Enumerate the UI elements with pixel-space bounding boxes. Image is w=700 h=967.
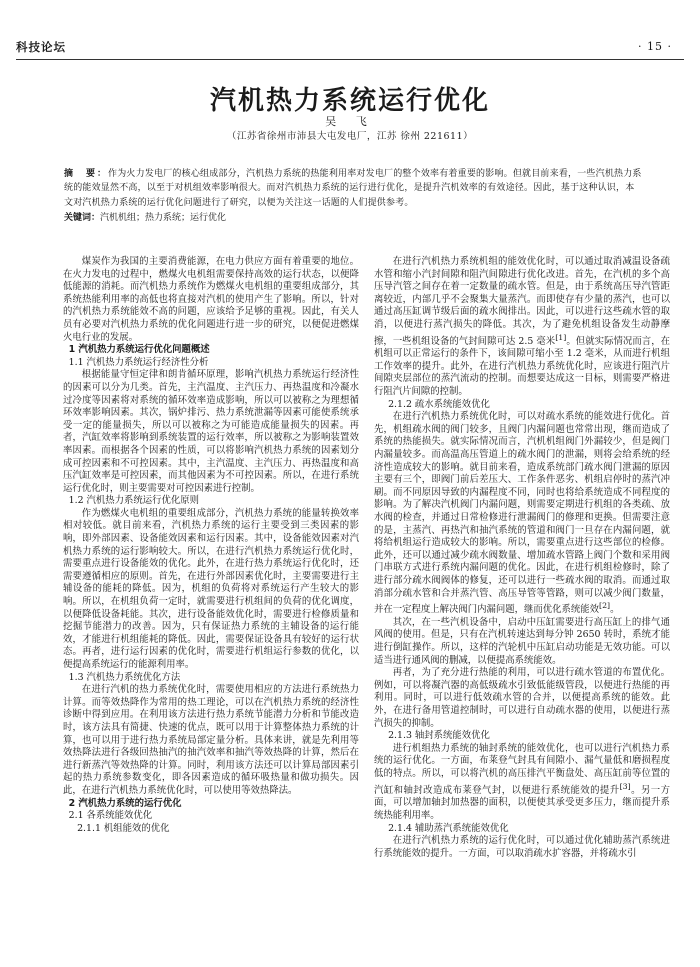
keywords-text: 汽机机组；热力系统；运行优化 bbox=[100, 213, 227, 223]
body-column-left bbox=[63, 256, 359, 835]
paragraph: 进行机组热力系统的轴封系统的能效优化，也可以进行汽机热力系统的运行优化。一方面，布莱登气封具有间隙小、漏气量低和磨损程度低的特点。所以，可以将汽机的高压排汽平衡盘处、高压缸前等位置的汽缸和轴封改造成布莱登气封，以便进行系统能效的提升[3]。另一方面，可以增加轴封加热器的面积，以便使其承受更多压力，继而提升系统热能利用率。 bbox=[374, 742, 670, 821]
section-heading: 1.1 汽机热力系统运行经济性分析 bbox=[68, 356, 209, 368]
article-title: 汽机热力系统运行优化 bbox=[209, 86, 490, 116]
author: 吴 飞 bbox=[325, 115, 375, 128]
section-heading: 1.3 汽机热力系统优化方法 bbox=[68, 671, 181, 683]
keywords bbox=[64, 211, 642, 225]
paragraph: 在进行汽机热力系统优化时，可以对疏水系统的能效进行优化。首先，机组疏水阀的阀门较多，且阀门内漏问题也常常出现，继而造成了系统的热能损失。就实际情况而言，汽机机组阀门外漏较少，但是阀门内漏量较多。而高温高压管道上的疏水阀门的泄漏，则将会给系统的经济性造成较大的影响。就目前来看，造成系统部门疏水阀门泄漏的原因主要有三个，即阀门前后差压大、工作条件恶劣、机组启停时的蒸汽冲刷。而不同原因导致的内漏程度不同，同时也将给系统造成不同程度的影响。为了解决汽机阀门内漏问题，则需要定期进行机组的各类疏、放水阀的检查，并通过日常检修进行泄漏阀门的修理和更换。但需要注意的是，主蒸汽、再热汽和抽汽系统的管道和阀门一旦存在内漏问题，就将给机组运行造成较大的影响。所以，需要重点进行这些部位的检修。此外，还可以通过减少疏水阀数量、增加疏水管路上阀门个数和采用阀门串联方式进行系统内漏问题的优化。因此，在进行机组检修时，除了进行部分疏水阀阀体的修复，还可以进行一些疏水阀的取消。而通过取消部分疏水管和合并蒸汽管、高压导管等管路，则可以减少阀门数量，并在一定程度上解决阀门内漏问题，继而优化系统能效[2]。 bbox=[374, 411, 670, 616]
affiliation: （江苏省徐州市沛县大屯发电厂，江苏 徐州 221611） bbox=[226, 131, 474, 142]
journal-name: 科技论坛 bbox=[16, 40, 66, 54]
abstract-label: 摘 要： bbox=[64, 169, 109, 179]
paragraph: 作为燃煤火电机组的重要组成部分，汽机热力系统的能量转换效率相对较低。就目前来看，汽机热力系统的运行主要受到三类因素的影响，即外部因素、设备能效因素和运行因素。其中，设备能效因素对汽机热力系统的运行影响较大。所以，在进行汽机热力系统运行优化时，需要重点进行设备能效的优化。此外，在进行热力系统运行优化时，还需要遵循相应的原则。首先，在进行外部因素优化时，主要需要进行主辅设备的能耗的降低。因为，机组的负荷将对系统运行产生较大的影响。所以，在机组负荷一定时，就需要进行机组间的负荷的优化调度，以便降低设备耗能。其次，进行设备能效优化时，需要进行检修质量和挖掘节能潜力的改善。因为，只有保证热力系统的主辅设备的运行能效，才能进行机组能耗的降低。因此，需要保证设备具有较好的运行状态。再者，进行运行因素的优化时，需要进行机组运行参数的优化，以便提高系统运行的能源利用率。 bbox=[63, 507, 359, 670]
paragraph: 再者，为了充分进行热能的利用，可以进行疏水管道的布置优化。例如，可以将凝汽器的高低级疏水引致低能级管段，以便进行热能的再利用。同时，可以进行低效疏水管的合并，以便提高系统的能效。此外，在进行备用管道控制时，可以进行自动疏水器的使用，以便进行蒸汽损失的抑制。 bbox=[374, 667, 670, 729]
section-heading: 2 汽机热力系统的运行优化 bbox=[68, 797, 182, 809]
section-heading: 2.1.2 疏水系统能效优化 bbox=[388, 398, 490, 410]
section-heading: 1.2 汽机热力系统运行优化原则 bbox=[68, 495, 200, 507]
section-heading: 2.1.1 机组能效的优化 bbox=[77, 822, 170, 834]
body-column-right bbox=[374, 256, 670, 860]
abstract bbox=[64, 167, 642, 210]
section-heading: 2.1.4 辅助蒸汽系统能效优化 bbox=[388, 822, 509, 834]
page-number: · 15 · bbox=[638, 40, 672, 53]
abstract-text: 作为火力发电厂的核心组成部分，汽机热力系统的热能利用率对发电厂的整个效率有着重要的影响。但就目前来看，一些汽机热力系统的能效显然不高，以至于对机组效率影响很大。而对汽机热力系统的运行进行优化，是提升汽机效率的有效途径。因此，基于这种认识，本文对汽机热力系统的运行优化问题进行了研究，以便为关注这一话题的人们提供参考。 bbox=[64, 169, 642, 208]
section-heading: 2.1.3 轴封系统能效优化 bbox=[388, 730, 490, 742]
paragraph: 在进行汽机热力系统的运行优化时，可以通过优化辅助蒸汽系统进行系统能效的提升。一方面，可以取消疏水扩容器，并将疏水引 bbox=[374, 835, 670, 859]
paragraph: 在进行汽机的热力系统优化时，需要使用相应的方法进行系统热力计算。而等效热降作为常用的热工理论，可以在汽机热力系统的经济性诊断中得到应用。在利用该方法进行热力系统节能潜力分析和节能改造时，该方法具有简捷、快速的优点，既可以用于计算整体热力系统的计算，也可以用于进行热力系统局部定量分析。具体来讲，就是先利用等效热降法进行各级回热抽汽的抽汽效率和抽汽等效热降的计算，然后在进行新蒸汽等效热降的计算。同时，利用该方法还可以计算局部因素引起的热力系统参数变化，即各因素造成的循环吸热量和做功损失。因此，在进行汽机热力系统优化时，可以使用等效热降法。 bbox=[63, 684, 359, 796]
paragraph: 在进行汽机热力系统机组的能效优化时，可以通过取消减温设备疏水管和缩小汽封间隙和阻汽间隙进行优化改进。首先，在汽机的多个高压导汽管之间存在着一定数量的疏水管。但是，由于系统高压导汽管距离较近，内部几乎不会聚集大量蒸汽。而即使存有少量的蒸汽，也可以通过高压缸调节级后面的疏水阀排出。因此，可以进行这些疏水管的取消，以便进行蒸汽损失的降低。其次，为了避免机组设备发生动静摩擦，一些机组设备的气封间隙可达 2.5 毫米[1]。但就实际情况而言，在机组可以正常运行的条件下，该间隙可缩小至 1.2 毫米，从而进行机组工作效率的提升。此外，在进行汽机热力系统优化时，应该进行阻汽片间隙夹层部位的蒸汽流动的控制。而想要达成这一目标，则需要严格进行阻汽片间隙的控制。 bbox=[374, 256, 670, 398]
keywords-label: 关键词： bbox=[64, 213, 101, 223]
paragraph: 根据能量守恒定律和朗肯循环原理，影响汽机热力系统运行经济性的因素可以分为几类。首先，主汽温度、主汽压力、再热温度和冷凝水过冷度等因素将对系统的循环效率造成影响，所以可以被称之为理想循环效率影响因素。其次，锅炉排污、热力系统泄漏等因素可能使系统承受一定的能量损失，所以可以被称之为可能造成能量损失的因素。再者，汽缸效率将影响到系统装置的运行效率，所以被称之为影响装置效率因素。而根据各个因素的性质，可以将影响汽机热力系统的因素划分成可控因素和不可控因素。其中，主汽温度、主汽压力、再热温度和高压汽缸效率是可控因素，而其他因素为不可控因素。所以，在进行系统运行优化时，则主要需要对可控因素进行控制。 bbox=[63, 369, 359, 494]
section-heading: 1 汽机热力系统运行优化问题概述 bbox=[68, 344, 210, 356]
header-rule bbox=[16, 59, 684, 60]
paragraph: 其次，在一些汽机设备中，启动中压缸需要进行高压缸上的排气通风阀的使用。但是，只有在汽机转速达到每分钟 2650 转时，系统才能进行倒缸操作。所以，这样的汽轮机中压缸启动功能是无效功能。可以适当进行通风阀的删减，以便提高系统能效。 bbox=[374, 616, 670, 666]
section-heading: 2.1 各系统能效优化 bbox=[68, 810, 153, 822]
paragraph: 煤炭作为我国的主要消费能源，在电力供应方面有着重要的地位。在火力发电的过程中，燃煤火电机组需要保持高效的运行状态，以便降低能源的消耗。而汽机热力系统作为燃煤火电机组的重要组成部分，其系统热能利用率的高低也将直接对汽机的使用产生了影响。所以，针对的汽机热力系统能效不高的问题，应该给予足够的重视。因此，有关人员有必要对汽机热力系统的优化问题进行进一步的研究，以便促进燃煤火电行业的发展。 bbox=[63, 256, 359, 343]
